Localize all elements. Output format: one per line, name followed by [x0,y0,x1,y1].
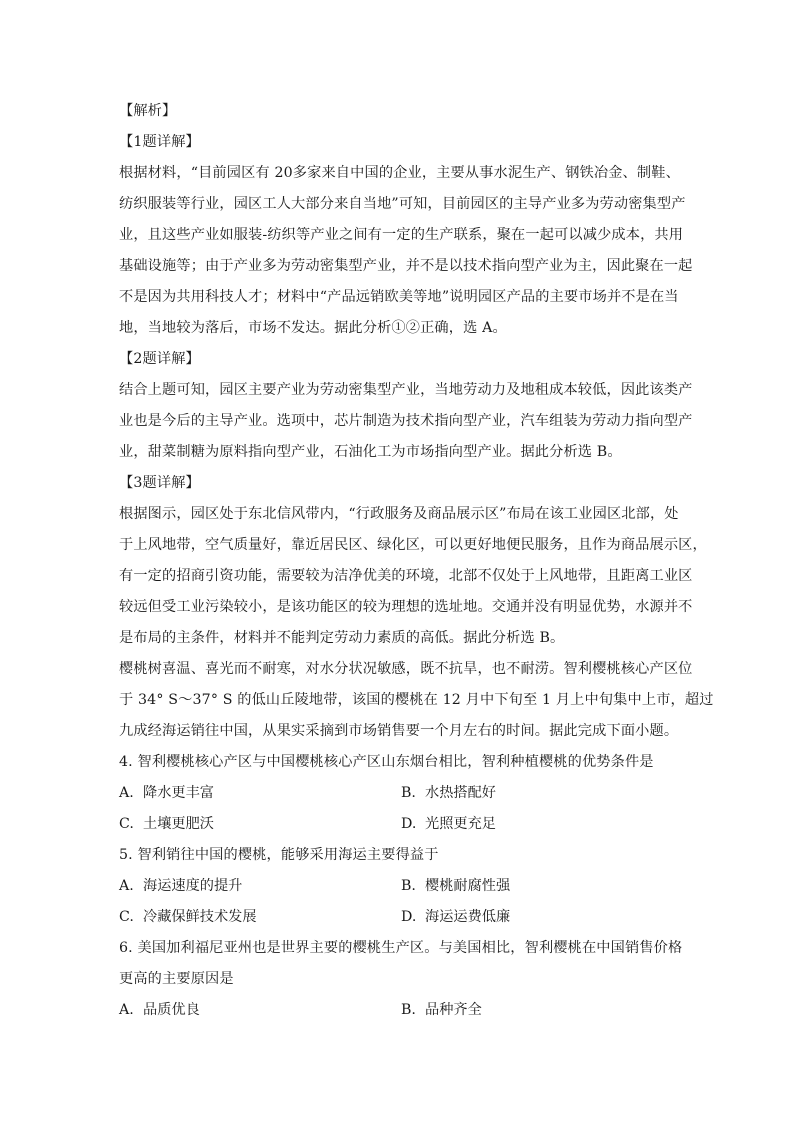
q1-text-line: 根据材料，“目前园区有 20多家来自中国的企业，主要从事水泥生产、钢铁冶金、制鞋、 [119,165,680,181]
q6-options-row [119,995,679,1026]
q4-option-c: C. 土壤更肥沃 [119,816,214,832]
q5-stem: 5. 智利销往中国的樱桃，能够采用海运主要得益于 [119,847,439,863]
q1-text-line: 业，且这些产业如服装-纺织等产业之间有一定的生产联系，聚在一起可以减少成本，共用 [119,227,684,243]
q1-text-line: 地，当地较为落后，市场不发达。据此分析①②正确，选 A。 [119,320,507,336]
q5-option-a: A. 海运速度的提升 [119,878,243,894]
q3-text-line: 较远但受工业污染较小，是该功能区的较为理想的选址地。交通并没有明显优势，水源并不 [119,599,693,615]
passage-line: 樱桃树喜温、喜光而不耐寒，对水分状况敏感，既不抗旱，也不耐涝。智利樱桃核心产区位 [119,661,693,677]
q4-option-b: B. 水热搭配好 [401,785,496,801]
document-page [119,96,714,1026]
q5-options-row [119,902,679,933]
q5-option-b: B. 樱桃耐腐性强 [401,878,511,894]
q2-text-line: 业，甜菜制糖为原料指向型产业，石油化工为市场指向型产业。据此分析选 B。 [119,444,622,460]
passage-line: 于 34° S～37° S 的低山丘陵地带，该国的樱桃在 12 月中下旬至 1 月上中旬集中上市，超过 [119,692,714,708]
q4-options-row [119,809,679,840]
q5-option-c: C. 冷藏保鲜技术发展 [119,909,257,925]
q5-option-d: D. 海运运费低廉 [401,909,511,925]
q6-option-a: A. 品质优良 [119,1002,200,1018]
q3-heading: 【3题详解】 [119,475,200,491]
q3-text-line: 是布局的主条件，材料并不能判定劳动力素质的高低。据此分析选 B。 [119,630,565,646]
q1-heading: 【1题详解】 [119,134,200,150]
analysis-header: 【解析】 [119,103,177,119]
q4-option-d: D. 光照更充足 [401,816,496,832]
q4-option-a: A. 降水更丰富 [119,785,214,801]
q6-stem: 更高的主要原因是 [119,971,234,987]
q3-text-line: 有一定的招商引资功能，需要较为洁净优美的环境，北部不仅处于上风地带，且距离工业区 [119,568,693,584]
q2-heading: 【2题详解】 [119,351,200,367]
q6-stem: 6. 美国加利福尼亚州也是世界主要的樱桃生产区。与美国相比，智利樱桃在中国销售价格 [119,940,683,956]
q1-text-line: 基础设施等；由于产业多为劳动密集型产业，并不是以技术指向型产业为主，因此聚在一起 [119,258,693,274]
q2-text-line: 业也是今后的主导产业。选项中，芯片制造为技术指向型产业，汽车组装为劳动力指向型产 [119,413,693,429]
q3-text-line: 根据图示，园区处于东北信风带内，“行政服务及商品展示区”布局在该工业园区北部，处 [119,506,679,522]
q5-options-row [119,871,679,902]
passage-line: 九成经海运销往中国，从果实采摘到市场销售要一个月左右的时间。据此完成下面小题。 [119,723,679,739]
q4-stem: 4. 智利樱桃核心产区与中国樱桃核心产区山东烟台相比，智利种植樱桃的优势条件是 [119,754,654,770]
q3-text-line: 于上风地带，空气质量好，靠近居民区、绿化区，可以更好地便民服务，且作为商品展示区， [119,537,707,553]
q1-text-line: 纺织服装等行业，园区工人大部分来自当地”可知，目前园区的主导产业多为劳动密集型产 [119,196,686,212]
q2-text-line: 结合上题可知，园区主要产业为劳动密集型产业，当地劳动力及地租成本较低，因此该类产 [119,382,693,398]
q6-option-b: B. 品种齐全 [401,1002,482,1018]
q1-text-line: 不是因为共用科技人才；材料中“产品远销欧美等地”说明园区产品的主要市场并不是在当 [119,289,679,305]
q4-options-row [119,778,679,809]
